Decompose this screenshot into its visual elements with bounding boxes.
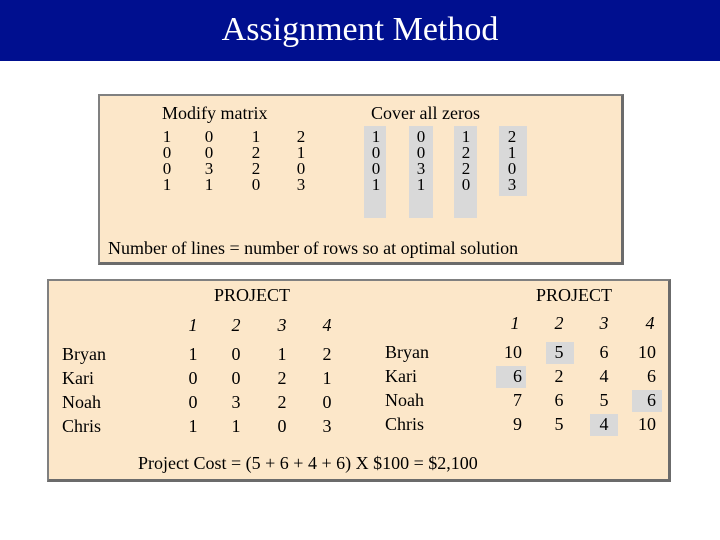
matrix-cell: 1 (162, 175, 172, 194)
table-cell: 4 (599, 366, 609, 386)
modify-matrix-label: Modify matrix (162, 103, 268, 123)
project-cost-text: Project Cost = (5 + 6 + 4 + 6) X $100 = $2,100 (138, 453, 478, 473)
matrix-cell: 2 (507, 127, 517, 146)
table-cell: 7 (513, 390, 522, 410)
matrix-cell: 2 (296, 127, 306, 146)
left-row-label: Chris (62, 416, 102, 436)
table-cell: 1 (231, 416, 241, 436)
matrix-cell: 3 (507, 175, 517, 194)
table-cell: 1 (188, 416, 198, 436)
left-col-header: 2 (231, 315, 241, 335)
matrix-cell: 1 (371, 175, 381, 194)
matrix-cell: 0 (507, 159, 517, 178)
cover-zeros-label: Cover all zeros (371, 103, 480, 123)
table-cell: 10 (638, 342, 656, 362)
matrix-cell: 1 (251, 127, 261, 146)
table-cell: 5 (554, 414, 564, 434)
right-row-label: Chris (385, 414, 425, 434)
matrix-cell: 2 (251, 159, 261, 178)
matrix-cell: 0 (416, 143, 426, 162)
table-cell: 1 (188, 344, 198, 364)
table-cell: 0 (231, 368, 241, 388)
matrix-cell: 0 (251, 175, 261, 194)
table-cell: 2 (322, 344, 332, 364)
page-title: Assignment Method (221, 11, 499, 48)
matrix-cell: 1 (507, 143, 517, 162)
left-col-header: 4 (322, 315, 332, 335)
matrix-cell: 1 (296, 143, 306, 162)
table-cell: 6 (513, 366, 522, 386)
table-cell: 1 (322, 368, 332, 388)
right-col-header: 1 (510, 313, 520, 333)
matrix-cell: 2 (461, 159, 471, 178)
matrix-cell: 2 (461, 143, 471, 162)
matrix-cell: 0 (296, 159, 306, 178)
table-cell: 6 (647, 390, 656, 410)
matrix-cell: 1 (371, 127, 381, 146)
table-cell: 6 (599, 342, 609, 362)
matrix-cell: 3 (416, 159, 426, 178)
left-col-header: 3 (277, 315, 287, 335)
assignment-panel (47, 279, 671, 482)
matrix-cell: 0 (371, 159, 381, 178)
right-col-header: 2 (554, 313, 564, 333)
left-row-label: Kari (62, 368, 94, 388)
optimal-note: Number of lines = number of rows so at optimal solution (108, 238, 519, 258)
left-row-label: Bryan (62, 344, 106, 364)
matrix-cell: 3 (296, 175, 306, 194)
matrix-cell: 1 (416, 175, 426, 194)
right-row-label: Noah (385, 390, 424, 410)
table-cell: 5 (599, 390, 609, 410)
table-cell: 0 (231, 344, 241, 364)
matrix-cell: 1 (204, 175, 214, 194)
left-project-header: PROJECT (214, 285, 291, 305)
table-cell: 3 (322, 416, 332, 436)
table-cell: 4 (599, 414, 609, 434)
matrix-cell: 2 (251, 143, 261, 162)
table-cell: 10 (504, 342, 522, 362)
table-cell: 6 (554, 390, 564, 410)
matrix-cell: 0 (204, 127, 214, 146)
table-cell: 2 (277, 368, 287, 388)
table-cell: 0 (322, 392, 332, 412)
matrix-cell: 3 (204, 159, 214, 178)
table-cell: 6 (647, 366, 656, 386)
table-cell: 9 (513, 414, 522, 434)
matrix-cell: 1 (461, 127, 471, 146)
right-col-header: 3 (599, 313, 609, 333)
table-cell: 0 (277, 416, 287, 436)
table-cell: 3 (231, 392, 241, 412)
matrix-cell: 1 (162, 127, 172, 146)
left-col-header: 1 (188, 315, 198, 335)
table-cell: 5 (554, 342, 564, 362)
table-cell: 10 (638, 414, 656, 434)
matrix-cell: 0 (461, 175, 471, 194)
right-col-header: 4 (645, 313, 655, 333)
table-cell: 2 (277, 392, 287, 412)
table-cell: 0 (188, 392, 198, 412)
left-row-label: Noah (62, 392, 101, 412)
table-cell: 2 (554, 366, 564, 386)
right-project-header: PROJECT (536, 285, 613, 305)
matrix-cell: 0 (204, 143, 214, 162)
matrix-cell: 0 (416, 127, 426, 146)
right-row-label: Kari (385, 366, 417, 386)
table-cell: 0 (188, 368, 198, 388)
matrix-cell: 0 (162, 159, 172, 178)
table-cell: 1 (277, 344, 287, 364)
matrix-cell: 0 (162, 143, 172, 162)
matrix-cell: 0 (371, 143, 381, 162)
right-row-label: Bryan (385, 342, 429, 362)
